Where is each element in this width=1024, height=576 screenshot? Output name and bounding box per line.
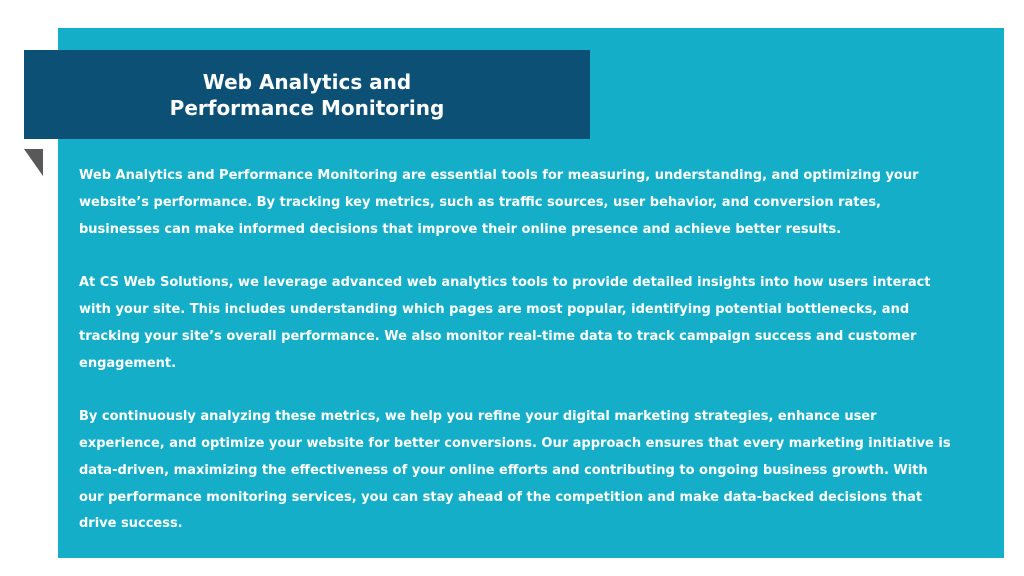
paragraph-spacer — [79, 377, 979, 404]
paragraph-line: drive success. — [79, 516, 183, 532]
paragraph-3 — [79, 404, 979, 538]
paragraph-line: our performance monitoring services, you can stay ahead of the competition and make data-backed decisions that — [79, 489, 923, 505]
paragraph-spacer — [79, 243, 979, 270]
paragraph-line: By continuously analyzing these metrics, we help you refine your digital marketing strategies, enhance user — [79, 409, 877, 425]
paragraph-line: data-driven, maximizing the effectiveness of your online efforts and contributing to ongoing business growth. With — [79, 462, 928, 478]
body-text — [79, 163, 979, 538]
paragraph-line: website’s performance. By tracking key metrics, such as traffic sources, user behavior, and conversion rates, — [79, 194, 881, 210]
paragraph-line: At CS Web Solutions, we leverage advanced web analytics tools to provide detailed insights into how users interact — [79, 275, 931, 291]
corner-fold-decoration — [24, 149, 43, 176]
paragraph-2 — [79, 270, 979, 377]
paragraph-line: with your site. This includes understanding which pages are most popular, identifying potential bottlenecks, and — [79, 301, 910, 317]
title-line-2: Performance Monitoring — [169, 95, 445, 120]
title-banner — [24, 50, 590, 139]
paragraph-line: Web Analytics and Performance Monitoring are essential tools for measuring, understanding, and optimizing your — [79, 168, 919, 183]
paragraph-line: businesses can make informed decisions that improve their online presence and achieve better results. — [79, 221, 842, 237]
title-line-1: Web Analytics and — [202, 69, 412, 94]
paragraph-line: tracking your site’s overall performance. We also monitor real-time data to track campaign success and customer — [79, 328, 917, 344]
paragraph-line: engagement. — [79, 355, 177, 371]
paragraph-1 — [79, 163, 979, 243]
paragraph-line: experience, and optimize your website for better conversions. Our approach ensures that every marketing initiative is — [79, 435, 951, 451]
